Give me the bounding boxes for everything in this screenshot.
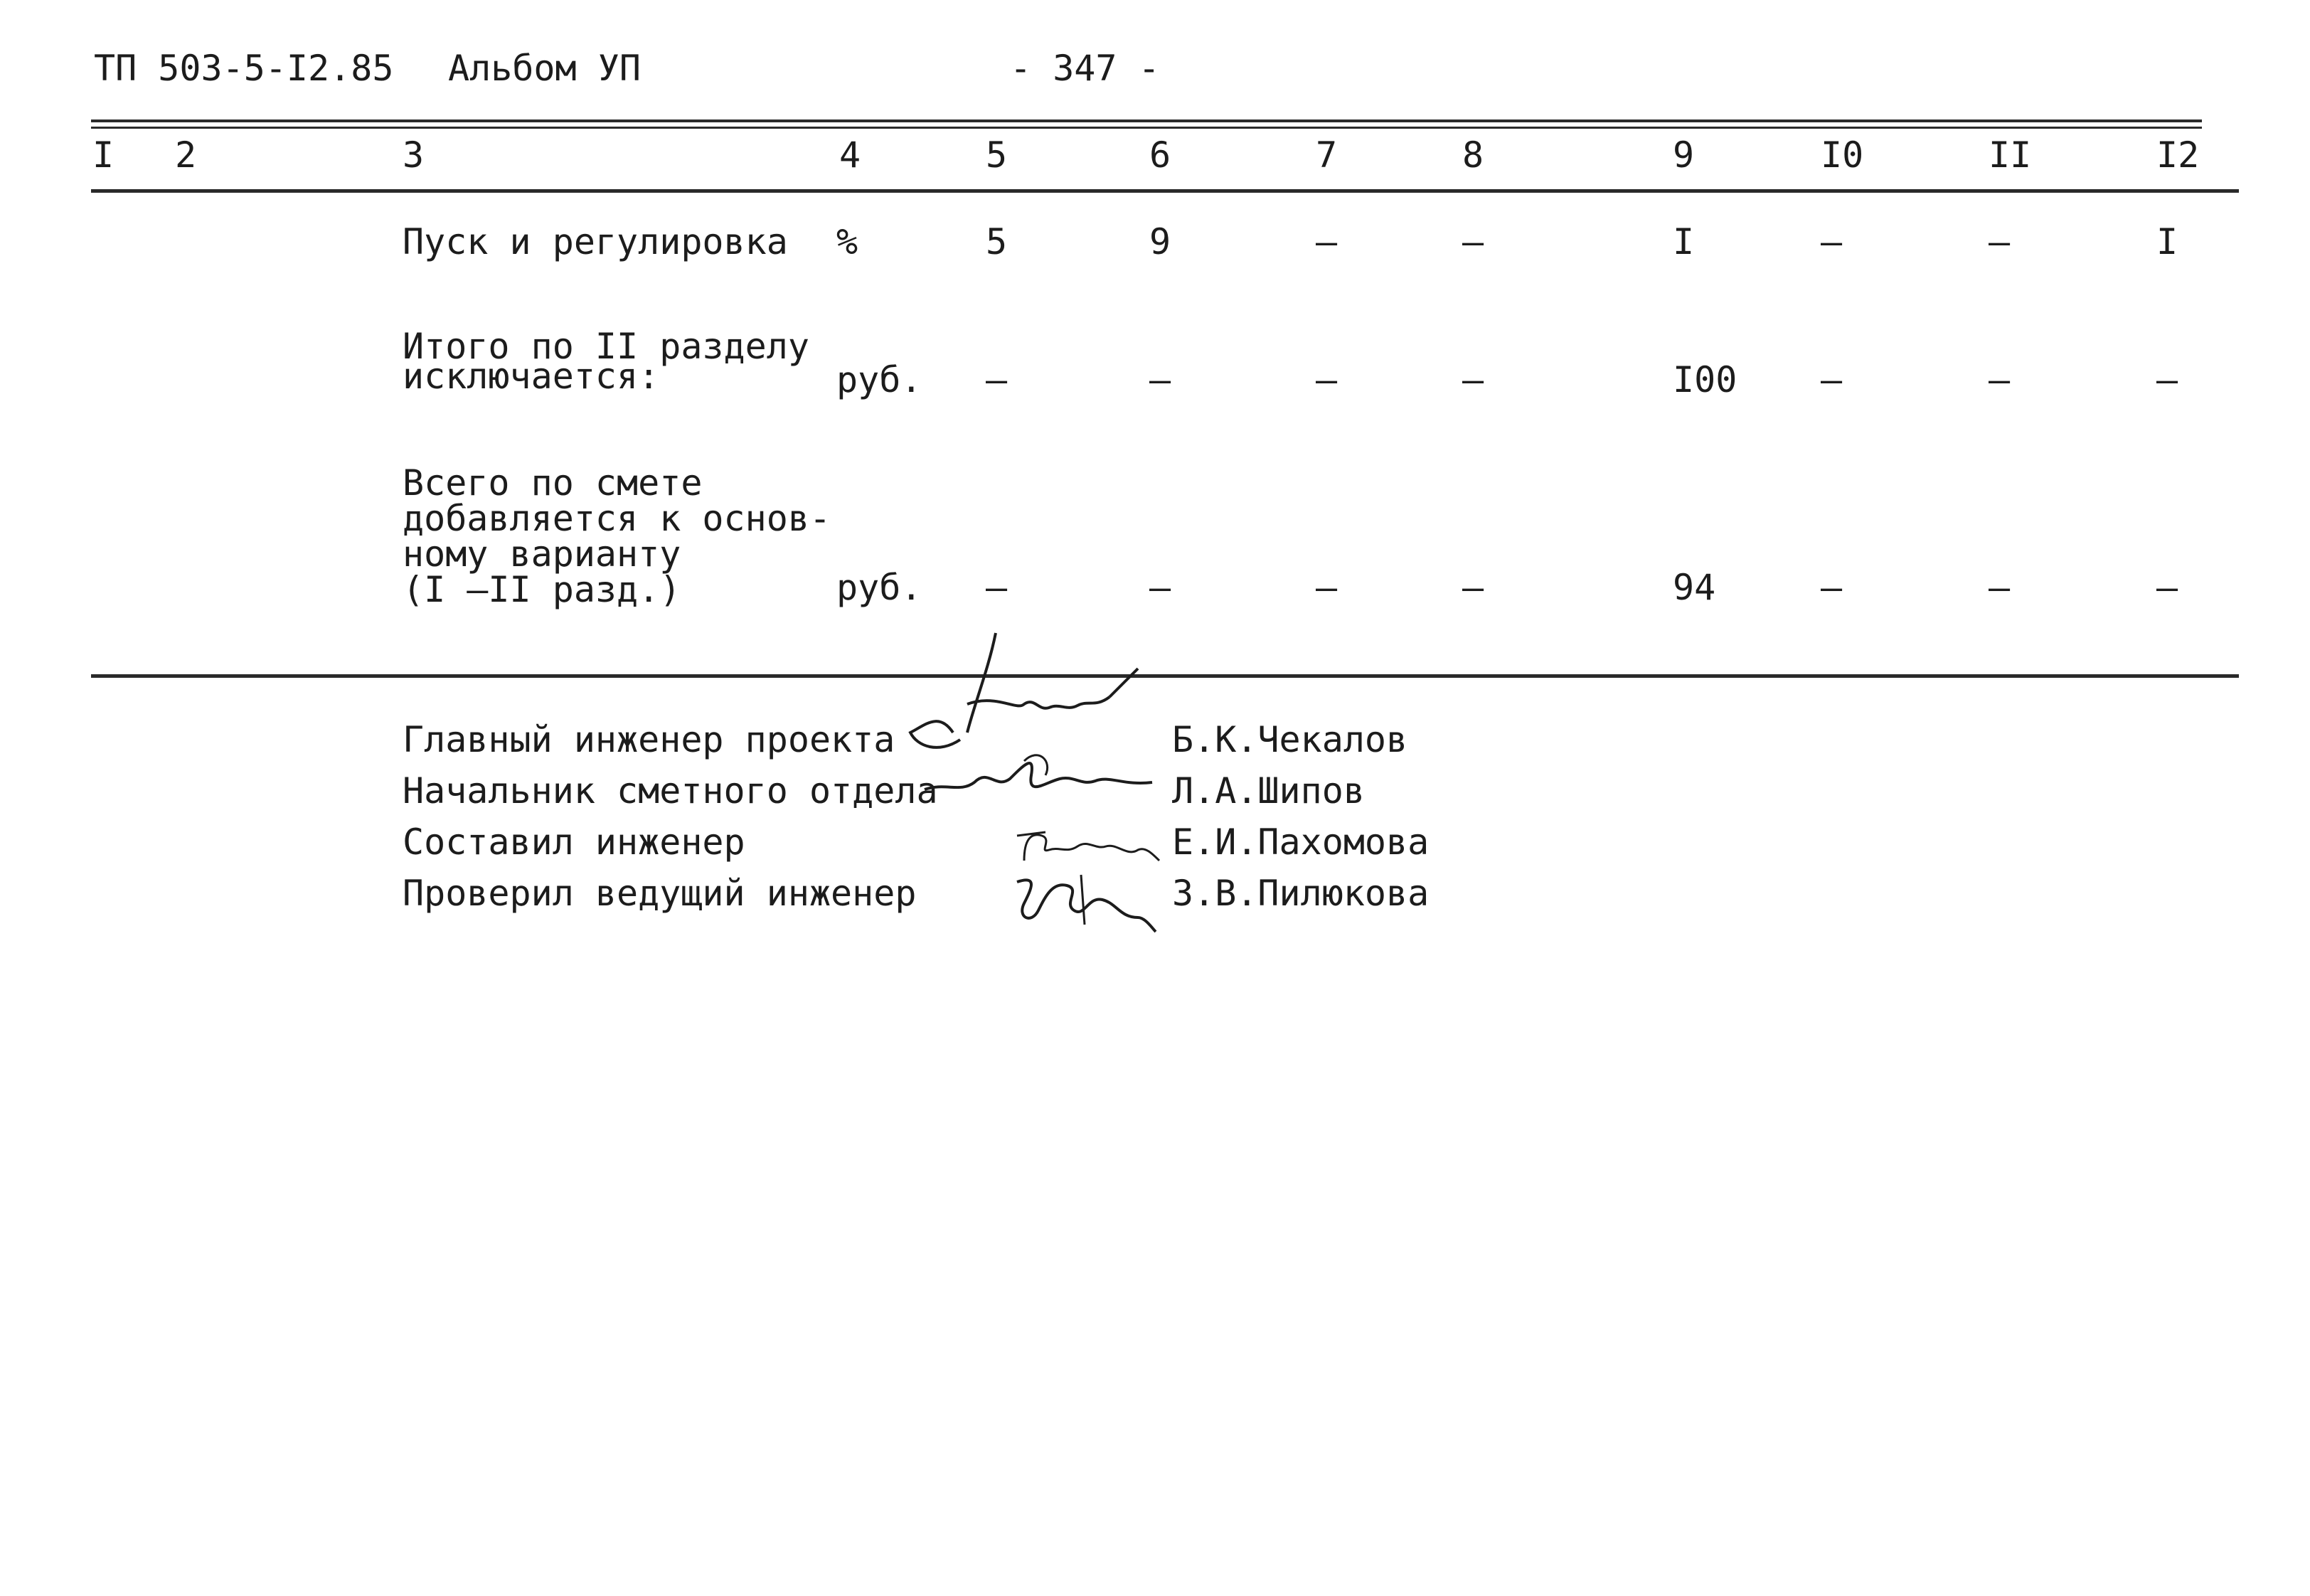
row-1-unit: % [836, 221, 858, 262]
row-2-col7: – [1316, 359, 1338, 400]
row-1-col10: – [1821, 221, 1843, 262]
row-3-col12: – [2156, 567, 2178, 608]
col-header-4: 4 [839, 134, 861, 176]
row-1-col9: I [1673, 221, 1695, 262]
row-2-name-line-2: исключается: [403, 356, 660, 397]
col-header-5: 5 [986, 134, 1008, 176]
col-header-3: 3 [403, 134, 425, 176]
signature-name-4: З.В.Пилюкова [1172, 873, 1430, 914]
signature-role-2: Начальник сметного отдела [403, 770, 938, 812]
row-3-col7: – [1316, 567, 1338, 608]
row-3-name-line-3: ному варианту [403, 533, 681, 575]
album-label: Альбом УП [448, 48, 641, 89]
col-header-8: 8 [1462, 134, 1484, 176]
top-rule-2 [91, 127, 2202, 129]
row-3-col9: 94 [1673, 567, 1716, 608]
row-1-col7: – [1316, 221, 1338, 262]
col-header-10: I0 [1821, 134, 1864, 176]
row-3-name-line-4: (I –II разд.) [403, 569, 681, 610]
row-3-col8: – [1462, 567, 1484, 608]
handwritten-signature-2 [917, 740, 1173, 811]
row-2-col12: – [2156, 359, 2178, 400]
doc-code: ТП 503-5-I2.85 [94, 48, 394, 89]
col-header-12: I2 [2156, 134, 2200, 176]
row-3-name [403, 462, 831, 610]
row-1-col6: 9 [1149, 221, 1171, 262]
row-2-name-line-1: Итого по II разделу [403, 326, 809, 367]
row-3-unit: руб. [836, 567, 922, 608]
page-number: - 347 - [1010, 48, 1160, 89]
row-3-col6: – [1149, 567, 1171, 608]
col-header-2: 2 [175, 134, 197, 176]
row-3-name-line-2: добавляется к основ- [403, 498, 831, 539]
header-rule [91, 189, 2239, 193]
col-header-7: 7 [1316, 134, 1338, 176]
signature-role-3: Составил инженер [403, 821, 745, 863]
row-3-col5: – [986, 567, 1008, 608]
row-2-col10: – [1821, 359, 1843, 400]
col-header-1: I [92, 134, 115, 176]
row-1-col5: 5 [986, 221, 1008, 262]
row-1-col8: – [1462, 221, 1484, 262]
col-header-9: 9 [1673, 134, 1695, 176]
signature-name-2: Л.А.Шипов [1172, 770, 1365, 812]
row-3-col10: – [1821, 567, 1843, 608]
row-1-col11: – [1989, 221, 2011, 262]
row-1-name: Пуск и регулировка [403, 221, 788, 262]
col-header-11: II [1989, 134, 2032, 176]
signature-role-1: Главный инженер проекта [403, 719, 895, 760]
handwritten-signature-4 [996, 861, 1166, 939]
row-3-col11: – [1989, 567, 2011, 608]
row-2-col9: I00 [1673, 359, 1737, 400]
signature-name-3: Е.И.Пахомова [1172, 821, 1430, 863]
top-rule-1 [91, 119, 2202, 122]
row-3-name-line-1: Всего по смете [403, 462, 703, 504]
row-2-col6: – [1149, 359, 1171, 400]
signature-role-4: Проверил ведущий инженер [403, 873, 917, 914]
signature-name-1: Б.К.Чекалов [1172, 719, 1408, 760]
row-2-col5: – [986, 359, 1008, 400]
col-header-6: 6 [1149, 134, 1171, 176]
row-1-col12: I [2156, 221, 2178, 262]
row-2-col11: – [1989, 359, 2011, 400]
row-2-unit: руб. [836, 359, 922, 400]
row-2-name [403, 326, 809, 397]
row-2-col8: – [1462, 359, 1484, 400]
